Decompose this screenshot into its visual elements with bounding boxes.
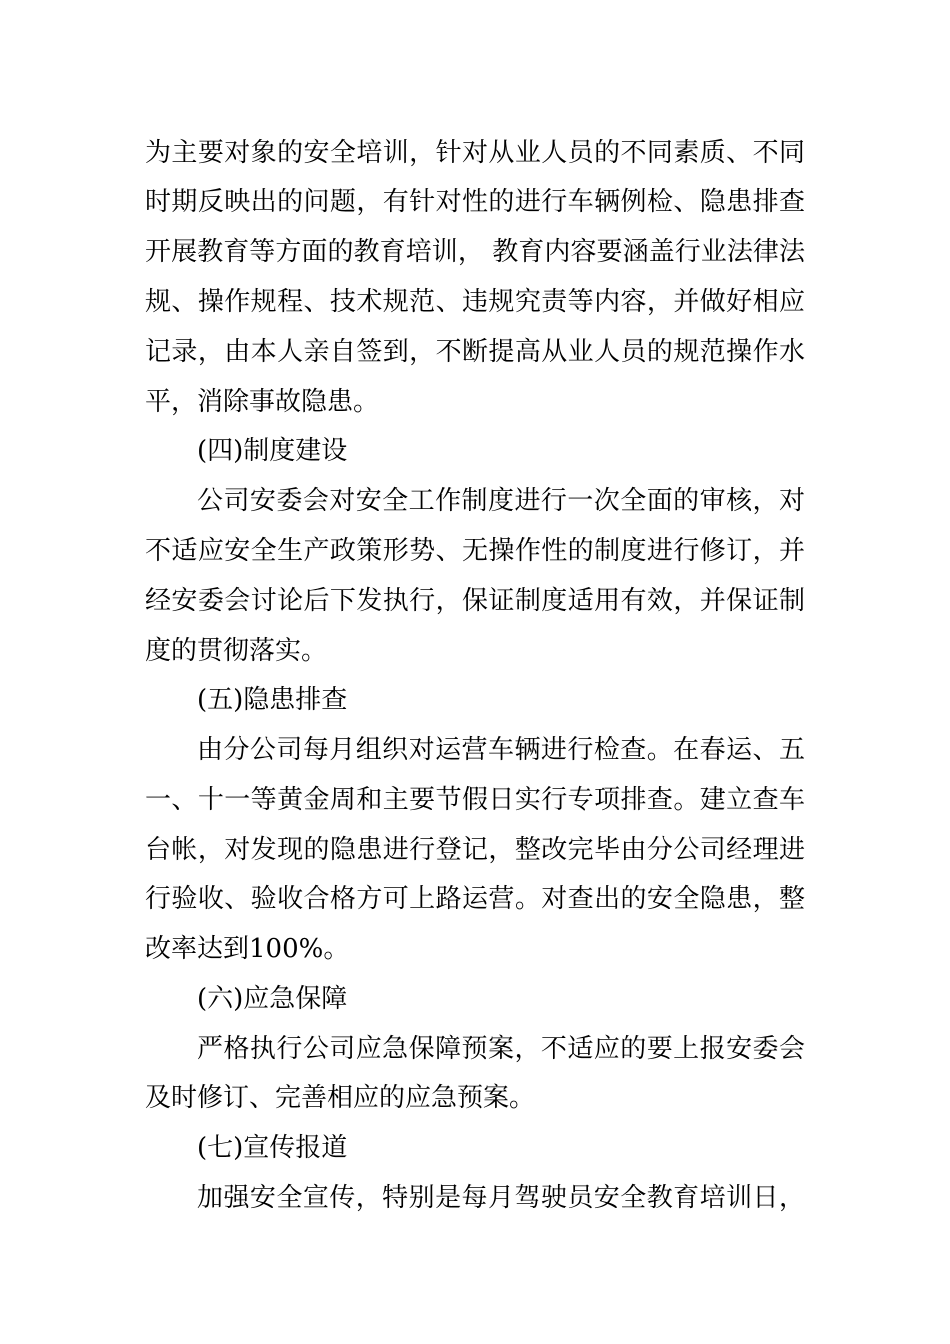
- paragraph-line: 平，消除事故隐患。: [145, 387, 380, 417]
- paragraph-line: 开展教育等方面的教育培训， 教育内容要涵盖行业法律法: [145, 237, 805, 267]
- paragraph-line: 时期反映出的问题，有针对性的进行车辆例检、隐患排查: [145, 187, 805, 217]
- paragraph-line: 度的贯彻落实。: [145, 636, 328, 666]
- paragraph-line: 严格执行公司应急保障预案，不适应的要上报安委会: [197, 1034, 805, 1064]
- section-heading: (四)制度建设: [197, 436, 348, 466]
- paragraph-line: 经安委会讨论后下发执行，保证制度适用有效，并保证制: [145, 586, 805, 616]
- paragraph-line: 改率达到100%。: [145, 934, 350, 964]
- paragraph-line: 记录，由本人亲自签到，不断提高从业人员的规范操作水: [145, 337, 805, 367]
- section-heading: (六)应急保障: [197, 984, 348, 1014]
- paragraph-line: 由分公司每月组织对运营车辆进行检查。在春运、五: [197, 735, 805, 765]
- paragraph-line: 及时修订、完善相应的应急预案。: [145, 1083, 536, 1113]
- section-heading: (七)宣传报道: [197, 1133, 348, 1163]
- paragraph-line: 台帐，对发现的隐患进行登记，整改完毕由分公司经理进: [145, 835, 805, 865]
- paragraph-line: 公司安委会对安全工作制度进行一次全面的审核，对: [197, 486, 805, 516]
- paragraph-line: 为主要对象的安全培训，针对从业人员的不同素质、不同: [145, 138, 805, 168]
- paragraph-line: 一、十一等黄金周和主要节假日实行专项排查。建立查车: [145, 785, 805, 815]
- paragraph-line: 行验收、验收合格方可上路运营。对查出的安全隐患，整: [145, 884, 805, 914]
- section-heading: (五)隐患排查: [197, 685, 348, 715]
- paragraph-line: 不适应安全生产政策形势、无操作性的制度进行修订，并: [145, 536, 805, 566]
- paragraph-line: 加强安全宣传，特别是每月驾驶员安全教育培训日，: [197, 1183, 805, 1213]
- paragraph-line: 规、操作规程、技术规范、违规究责等内容，并做好相应: [145, 287, 805, 317]
